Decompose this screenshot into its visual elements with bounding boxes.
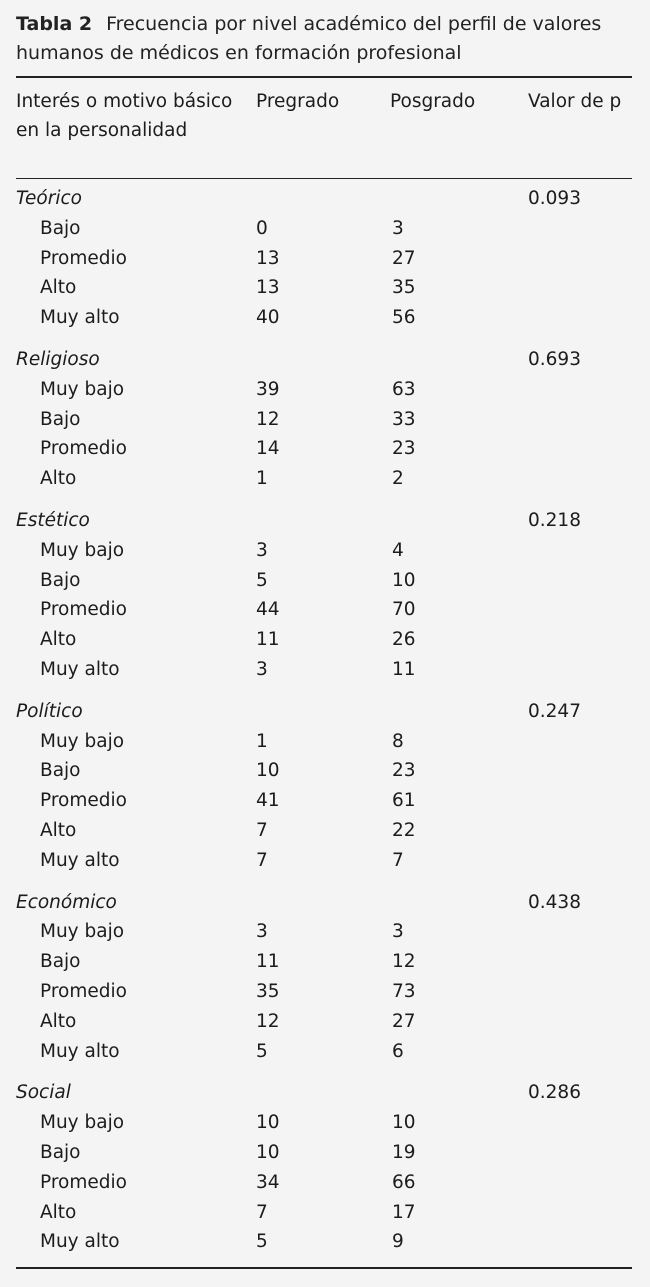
level-label: Muy alto bbox=[40, 307, 120, 329]
level-label: Bajo bbox=[40, 1142, 81, 1163]
posgrado-value: 6 bbox=[392, 1040, 404, 1062]
category-label: Político bbox=[16, 700, 83, 722]
posgrado-value: 73 bbox=[392, 981, 416, 1002]
level-label: Muy bajo bbox=[40, 378, 125, 400]
level-label: Promedio bbox=[40, 599, 127, 621]
posgrado-value: 23 bbox=[392, 760, 416, 782]
level-label: Muy bajo bbox=[40, 921, 125, 943]
pregrado-value: 10 bbox=[256, 1112, 280, 1134]
posgrado-value: 33 bbox=[392, 408, 416, 430]
level-label: Muy bajo bbox=[40, 539, 125, 561]
p-value: 0.218 bbox=[528, 510, 581, 531]
posgrado-value: 23 bbox=[392, 438, 416, 460]
level-label: Muy bajo bbox=[40, 1112, 125, 1134]
posgrado-value: 8 bbox=[392, 730, 404, 752]
pregrado-value: 5 bbox=[256, 1040, 268, 1062]
pregrado-value: 5 bbox=[256, 1231, 268, 1253]
level-label: Bajo bbox=[40, 408, 81, 430]
level-label: Bajo bbox=[40, 951, 81, 973]
posgrado-value: 17 bbox=[392, 1201, 416, 1223]
level-label: Muy alto bbox=[40, 1040, 120, 1062]
header-posgrado: Posgrado bbox=[390, 91, 476, 112]
header-pvalue: Valor de p bbox=[528, 91, 622, 112]
level-label: Muy alto bbox=[40, 849, 120, 871]
posgrado-value: 19 bbox=[392, 1142, 416, 1163]
pregrado-value: 34 bbox=[256, 1171, 280, 1193]
pregrado-value: 7 bbox=[256, 820, 268, 841]
posgrado-value: 10 bbox=[392, 569, 416, 591]
posgrado-value: 27 bbox=[392, 1010, 416, 1032]
caption-label: Tabla 2 bbox=[16, 13, 93, 35]
posgrado-value: 63 bbox=[392, 378, 416, 400]
bottom-rule bbox=[16, 1267, 632, 1269]
p-value: 0.693 bbox=[528, 349, 581, 370]
level-label: Promedio bbox=[40, 247, 127, 269]
posgrado-value: 27 bbox=[392, 247, 416, 269]
level-label: Promedio bbox=[40, 1171, 127, 1193]
pregrado-value: 35 bbox=[256, 981, 280, 1002]
level-label: Alto bbox=[40, 1201, 77, 1223]
pregrado-value: 13 bbox=[256, 277, 280, 299]
level-label: Alto bbox=[40, 820, 77, 841]
category-label: Teórico bbox=[16, 188, 82, 209]
posgrado-value: 7 bbox=[392, 849, 404, 871]
pregrado-value: 44 bbox=[256, 599, 280, 621]
posgrado-value: 26 bbox=[392, 629, 416, 651]
category-label: Económico bbox=[16, 891, 117, 913]
level-label: Muy alto bbox=[40, 1231, 120, 1253]
category-label: Religioso bbox=[16, 349, 100, 370]
posgrado-value: 3 bbox=[392, 921, 404, 943]
pregrado-value: 40 bbox=[256, 307, 280, 329]
level-label: Promedio bbox=[40, 438, 127, 460]
pregrado-value: 11 bbox=[256, 629, 280, 651]
p-value: 0.286 bbox=[528, 1082, 581, 1104]
level-label: Alto bbox=[40, 629, 77, 651]
pregrado-value: 5 bbox=[256, 569, 268, 591]
level-label: Bajo bbox=[40, 760, 81, 782]
level-label: Muy alto bbox=[40, 659, 120, 680]
level-label: Promedio bbox=[40, 790, 127, 812]
pregrado-value: 39 bbox=[256, 378, 280, 400]
pregrado-value: 3 bbox=[256, 539, 268, 561]
pregrado-value: 14 bbox=[256, 438, 280, 460]
pregrado-value: 7 bbox=[256, 849, 268, 871]
pregrado-value: 1 bbox=[256, 730, 268, 752]
pregrado-value: 10 bbox=[256, 760, 280, 782]
category-label: Estético bbox=[16, 510, 90, 531]
posgrado-value: 4 bbox=[392, 539, 404, 561]
header-rule bbox=[16, 178, 632, 179]
pregrado-value: 3 bbox=[256, 921, 268, 943]
pregrado-value: 13 bbox=[256, 247, 280, 269]
level-label: Alto bbox=[40, 468, 77, 490]
posgrado-value: 10 bbox=[392, 1112, 416, 1134]
p-value: 0.247 bbox=[528, 700, 581, 722]
posgrado-value: 66 bbox=[392, 1171, 416, 1193]
caption-text: Frecuencia por nivel académico del perfil de valores humanos de médicos en formación profesional bbox=[16, 13, 602, 64]
p-value: 0.093 bbox=[528, 188, 581, 209]
posgrado-value: 3 bbox=[392, 217, 404, 239]
header-interest: Interés o motivo básico en la personalidad bbox=[16, 91, 233, 141]
posgrado-value: 61 bbox=[392, 790, 416, 812]
pregrado-value: 41 bbox=[256, 790, 280, 812]
posgrado-value: 70 bbox=[392, 599, 416, 621]
posgrado-value: 35 bbox=[392, 277, 416, 299]
posgrado-value: 22 bbox=[392, 820, 416, 841]
posgrado-value: 9 bbox=[392, 1231, 404, 1253]
level-label: Bajo bbox=[40, 569, 81, 591]
pregrado-value: 11 bbox=[256, 951, 280, 973]
pregrado-value: 0 bbox=[256, 217, 268, 239]
header-pregrado: Pregrado bbox=[256, 91, 340, 112]
top-rule bbox=[16, 76, 632, 78]
table-caption bbox=[16, 10, 636, 68]
posgrado-value: 56 bbox=[392, 307, 416, 329]
pregrado-value: 1 bbox=[256, 468, 268, 490]
category-label: Social bbox=[16, 1082, 71, 1104]
pregrado-value: 12 bbox=[256, 1010, 280, 1032]
level-label: Alto bbox=[40, 1010, 77, 1032]
pregrado-value: 10 bbox=[256, 1142, 280, 1163]
level-label: Alto bbox=[40, 277, 77, 299]
p-value: 0.438 bbox=[528, 891, 581, 913]
posgrado-value: 2 bbox=[392, 468, 404, 490]
level-label: Muy bajo bbox=[40, 730, 125, 752]
posgrado-value: 12 bbox=[392, 951, 416, 973]
pregrado-value: 3 bbox=[256, 659, 268, 680]
level-label: Promedio bbox=[40, 981, 127, 1002]
pregrado-value: 12 bbox=[256, 408, 280, 430]
pregrado-value: 7 bbox=[256, 1201, 268, 1223]
level-label: Bajo bbox=[40, 217, 81, 239]
posgrado-value: 11 bbox=[392, 659, 416, 680]
